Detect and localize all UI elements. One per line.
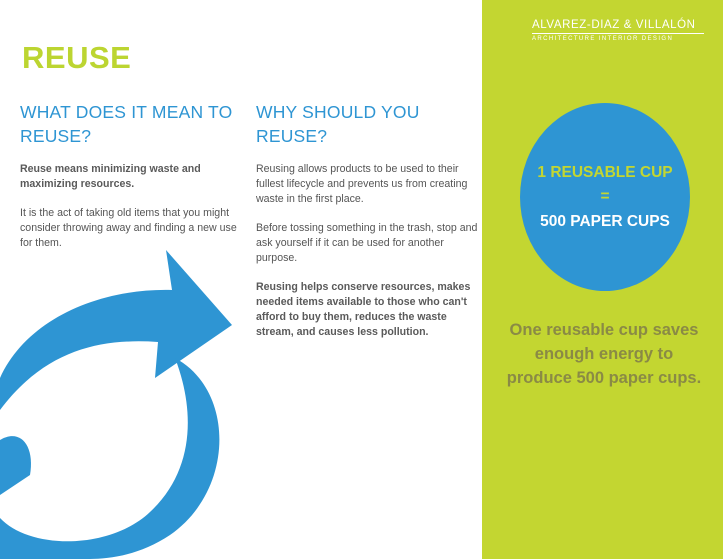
circle-line-1: 1 REUSABLE CUP xyxy=(537,164,673,181)
brand-tagline: ARCHITECTURE INTERIOR DESIGN xyxy=(532,36,674,42)
page-title: REUSE xyxy=(22,40,132,75)
brand-divider xyxy=(532,33,704,34)
left-column-heading: WHAT DOES IT MEAN TO REUSE? xyxy=(20,102,233,146)
callout-text: One reusable cup saves enough energy to produce 500 paper cups. xyxy=(506,321,702,387)
brand-logo xyxy=(532,19,704,42)
brand-name: ALVAREZ-DIAZ & VILLALÓN xyxy=(532,19,696,31)
middle-column-heading: WHY SHOULD YOU REUSE? xyxy=(256,102,420,146)
recycle-arrows-icon xyxy=(0,250,260,559)
middle-paragraph-3: Reusing helps conserve resources, makes needed items available to those who can't afford to buy them, reduces the waste stream, and causes less pollution. xyxy=(256,281,471,338)
left-column xyxy=(20,100,238,265)
circle-equals: = xyxy=(600,188,610,205)
middle-paragraph-1: Reusing allows products to be used to their fullest lifecycle and prevents us from creating waste in the first place. xyxy=(256,163,468,205)
comparison-circle xyxy=(520,103,690,291)
left-paragraph-1: Reuse means minimizing waste and maximizing resources. xyxy=(20,163,201,190)
middle-column xyxy=(256,100,478,354)
middle-paragraph-2: Before tossing something in the trash, stop and ask yourself if it can be used for another purpose. xyxy=(256,222,478,264)
left-paragraph-2: It is the act of taking old items that you might consider throwing away and finding a new use for them. xyxy=(20,207,237,249)
circle-line-2: 500 PAPER CUPS xyxy=(540,213,670,230)
